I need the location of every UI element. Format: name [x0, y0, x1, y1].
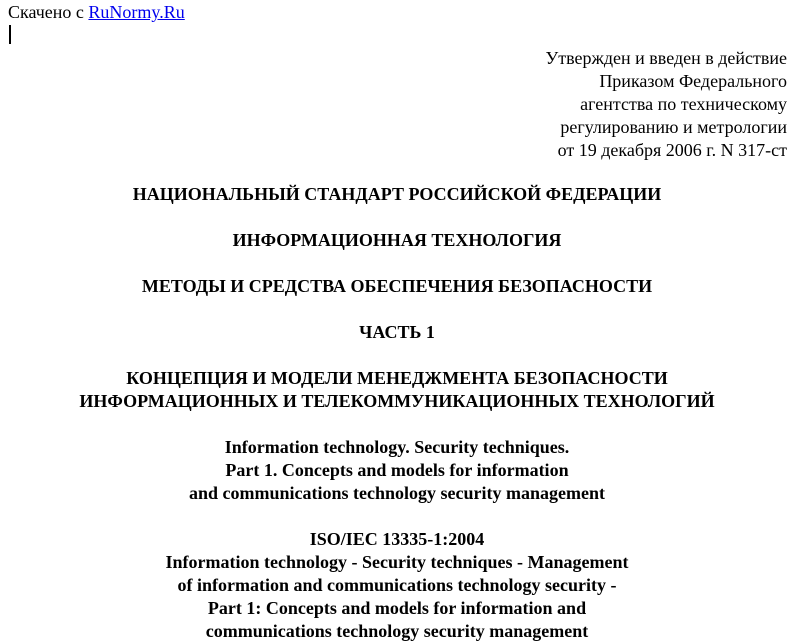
- approval-block: [545, 47, 787, 162]
- english-title: [0, 436, 794, 505]
- text-cursor: [9, 25, 11, 44]
- iso-title-line: Part 1: Concepts and models for information and: [207, 598, 587, 618]
- methods-heading-text: МЕТОДЫ И СРЕДСТВА ОБЕСПЕЧЕНИЯ БЕЗОПАСНОСТИ: [141, 276, 653, 296]
- approval-line: регулированию и метрологии: [560, 117, 787, 137]
- iso-reference: [0, 528, 794, 643]
- subject-heading-text: ИНФОРМАЦИОННАЯ ТЕХНОЛОГИЯ: [232, 230, 562, 250]
- iso-title-line: Information technology - Security techniques - Management: [165, 552, 629, 572]
- part-heading: [0, 321, 794, 344]
- approval-line: Утвержден и введен в действие: [545, 48, 787, 68]
- approval-line: от 19 декабря 2006 г. N 317-ст: [557, 140, 787, 160]
- part-heading-text: ЧАСТЬ 1: [359, 322, 435, 342]
- iso-title-line: communications technology security management: [205, 621, 589, 641]
- methods-heading: [0, 275, 794, 298]
- standard-heading: [0, 183, 794, 206]
- standard-name-heading: [0, 367, 794, 413]
- download-prefix: Скачено с: [8, 2, 89, 22]
- english-title-line: and communications technology security management: [189, 483, 605, 503]
- standard-heading-text: НАЦИОНАЛЬНЫЙ СТАНДАРТ РОССИЙСКОЙ ФЕДЕРАЦИИ: [132, 184, 662, 204]
- standard-name-line: КОНЦЕПЦИЯ И МОДЕЛИ МЕНЕДЖМЕНТА БЕЗОПАСНОСТИ: [126, 368, 668, 388]
- runormy-link[interactable]: RuNormy.Ru: [88, 2, 185, 22]
- english-title-line: Part 1. Concepts and models for information: [225, 460, 569, 480]
- iso-code: ISO/IEC 13335-1:2004: [309, 529, 485, 549]
- approval-line: Приказом Федерального: [599, 71, 787, 91]
- download-source-note: [8, 1, 185, 24]
- iso-title-line: of information and communications technology security -: [177, 575, 617, 595]
- standard-name-line: ИНФОРМАЦИОННЫХ И ТЕЛЕКОММУНИКАЦИОННЫХ ТЕХНОЛОГИЙ: [79, 391, 715, 411]
- approval-line: агентства по техническому: [580, 94, 787, 114]
- subject-heading: [0, 229, 794, 252]
- english-title-line: Information technology. Security techniques.: [224, 437, 570, 457]
